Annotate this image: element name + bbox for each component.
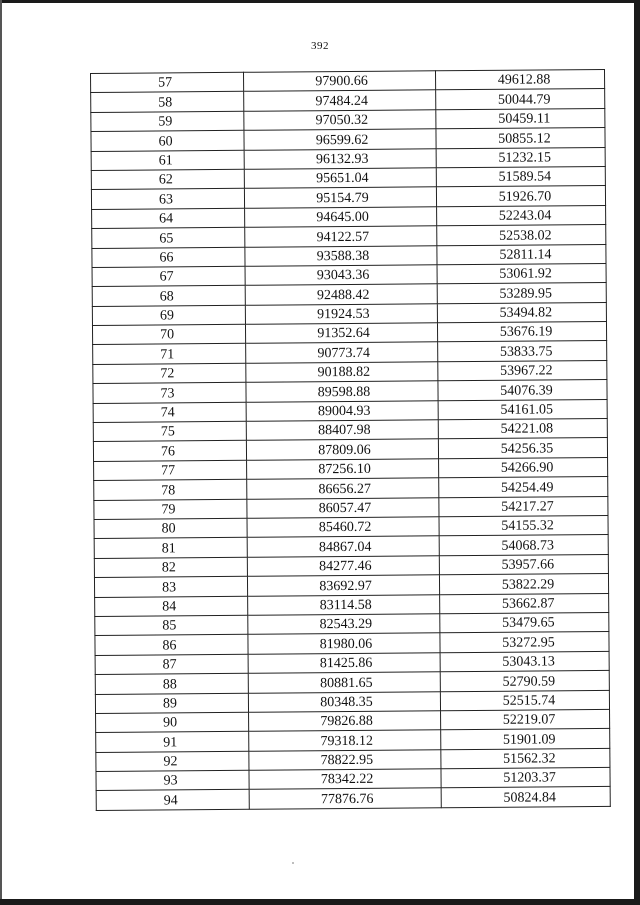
value-b-cell: 52515.74 [440, 690, 609, 711]
value-b-cell: 52538.02 [437, 225, 606, 246]
value-b-cell: 53272.95 [440, 632, 609, 653]
row-index-cell: 75 [93, 421, 246, 442]
row-index-cell: 83 [94, 576, 247, 597]
row-index-cell: 93 [96, 770, 249, 791]
row-index-cell: 88 [95, 673, 248, 694]
value-b-cell: 54068.73 [439, 535, 608, 556]
row-index-cell: 71 [93, 344, 246, 365]
row-index-cell: 59 [91, 111, 244, 132]
value-b-cell: 53967.22 [438, 360, 607, 381]
row-index-cell: 74 [93, 402, 246, 423]
value-a-cell: 96132.93 [244, 148, 436, 169]
row-index-cell: 94 [96, 790, 249, 811]
row-index-cell: 92 [96, 751, 249, 772]
value-b-cell: 54155.32 [439, 515, 608, 536]
row-index-cell: 65 [92, 227, 245, 248]
value-a-cell: 97900.66 [243, 71, 435, 92]
value-b-cell: 50459.11 [436, 108, 605, 129]
value-a-cell: 91924.53 [245, 303, 437, 324]
row-index-cell: 66 [92, 247, 245, 268]
data-table-container [90, 69, 593, 811]
value-a-cell: 81980.06 [248, 633, 440, 654]
value-b-cell: 53822.29 [439, 574, 608, 595]
value-b-cell: 52243.04 [437, 205, 606, 226]
value-b-cell: 52790.59 [440, 671, 609, 692]
table-row [96, 787, 610, 810]
value-a-cell: 93043.36 [245, 265, 437, 286]
value-b-cell: 54254.49 [439, 477, 608, 498]
row-index-cell: 91 [96, 732, 249, 753]
value-a-cell: 96599.62 [244, 129, 436, 150]
row-index-cell: 70 [92, 324, 245, 345]
value-a-cell: 77876.76 [249, 788, 441, 809]
row-index-cell: 76 [93, 441, 246, 462]
value-a-cell: 97484.24 [244, 90, 436, 111]
value-a-cell: 89598.88 [246, 381, 438, 402]
row-index-cell: 89 [95, 693, 248, 714]
value-b-cell: 53833.75 [438, 341, 607, 362]
value-b-cell: 51232.15 [436, 147, 605, 168]
value-b-cell: 52219.07 [441, 709, 610, 730]
row-index-cell: 58 [91, 92, 244, 113]
value-b-cell: 53043.13 [440, 651, 609, 672]
value-a-cell: 90773.74 [246, 342, 438, 363]
scan-edge-bottom [0, 899, 640, 905]
value-b-cell: 53061.92 [437, 263, 606, 284]
value-b-cell: 54161.05 [438, 399, 607, 420]
value-b-cell: 53957.66 [439, 554, 608, 575]
value-a-cell: 83692.97 [247, 575, 439, 596]
row-index-cell: 78 [94, 479, 247, 500]
row-index-cell: 64 [92, 208, 245, 229]
data-table-body [91, 69, 611, 810]
value-a-cell: 82543.29 [248, 614, 440, 635]
value-a-cell: 91352.64 [245, 323, 437, 344]
value-a-cell: 94645.00 [245, 207, 437, 228]
row-index-cell: 62 [91, 169, 244, 190]
row-index-cell: 86 [95, 635, 248, 656]
value-a-cell: 80881.65 [248, 672, 440, 693]
row-index-cell: 85 [95, 615, 248, 636]
row-index-cell: 60 [91, 130, 244, 151]
value-a-cell: 83114.58 [248, 594, 440, 615]
row-index-cell: 63 [91, 189, 244, 210]
value-a-cell: 78822.95 [249, 749, 441, 770]
scan-edge-left [0, 0, 2, 905]
row-index-cell: 77 [94, 460, 247, 481]
value-a-cell: 85460.72 [247, 517, 439, 538]
scan-edge-right [634, 0, 640, 905]
value-b-cell: 49612.88 [435, 69, 604, 90]
value-a-cell: 95651.04 [244, 168, 436, 189]
row-index-cell: 80 [94, 518, 247, 539]
value-a-cell: 78342.22 [249, 769, 441, 790]
value-a-cell: 88407.98 [246, 420, 438, 441]
value-a-cell: 81425.86 [248, 652, 440, 673]
value-b-cell: 54217.27 [439, 496, 608, 517]
value-b-cell: 51203.37 [441, 768, 610, 789]
value-b-cell: 54266.90 [439, 457, 608, 478]
value-b-cell: 50855.12 [436, 128, 605, 149]
data-table [90, 69, 611, 811]
value-b-cell: 51926.70 [436, 186, 605, 207]
value-b-cell: 51589.54 [436, 166, 605, 187]
value-b-cell: 50824.84 [441, 787, 610, 808]
row-index-cell: 73 [93, 383, 246, 404]
value-a-cell: 87256.10 [247, 459, 439, 480]
value-b-cell: 54256.35 [438, 438, 607, 459]
value-a-cell: 79318.12 [249, 730, 441, 751]
value-a-cell: 89004.93 [246, 400, 438, 421]
row-index-cell: 68 [92, 286, 245, 307]
row-index-cell: 79 [94, 499, 247, 520]
row-index-cell: 82 [94, 557, 247, 578]
value-b-cell: 50044.79 [436, 89, 605, 110]
row-index-cell: 67 [92, 266, 245, 287]
row-index-cell: 57 [91, 72, 244, 93]
value-a-cell: 84867.04 [247, 536, 439, 557]
row-index-cell: 90 [96, 712, 249, 733]
value-a-cell: 87809.06 [246, 439, 438, 460]
value-a-cell: 93588.38 [245, 245, 437, 266]
value-b-cell: 54221.08 [438, 418, 607, 439]
value-a-cell: 84277.46 [247, 556, 439, 577]
row-index-cell: 72 [93, 363, 246, 384]
value-b-cell: 52811.14 [437, 244, 606, 265]
row-index-cell: 69 [92, 305, 245, 326]
row-index-cell: 87 [95, 654, 248, 675]
value-a-cell: 79826.88 [249, 711, 441, 732]
row-index-cell: 84 [95, 596, 248, 617]
value-a-cell: 95154.79 [244, 187, 436, 208]
value-b-cell: 54076.39 [438, 380, 607, 401]
value-a-cell: 80348.35 [248, 691, 440, 712]
value-b-cell: 53479.65 [440, 612, 609, 633]
value-a-cell: 90188.82 [246, 362, 438, 383]
scan-edge-top [0, 0, 640, 3]
value-b-cell: 53289.95 [437, 283, 606, 304]
value-b-cell: 51901.09 [441, 729, 610, 750]
value-a-cell: 94122.57 [245, 226, 437, 247]
value-b-cell: 53676.19 [437, 322, 606, 343]
value-a-cell: 92488.42 [245, 284, 437, 305]
page-number: 392 [311, 40, 329, 52]
value-a-cell: 86656.27 [247, 478, 439, 499]
value-b-cell: 53494.82 [437, 302, 606, 323]
row-index-cell: 61 [91, 150, 244, 171]
row-index-cell: 81 [94, 538, 247, 559]
value-a-cell: 97050.32 [244, 110, 436, 131]
value-a-cell: 86057.47 [247, 497, 439, 518]
value-b-cell: 53662.87 [440, 593, 609, 614]
value-b-cell: 51562.32 [441, 748, 610, 769]
scan-speck [292, 862, 294, 864]
